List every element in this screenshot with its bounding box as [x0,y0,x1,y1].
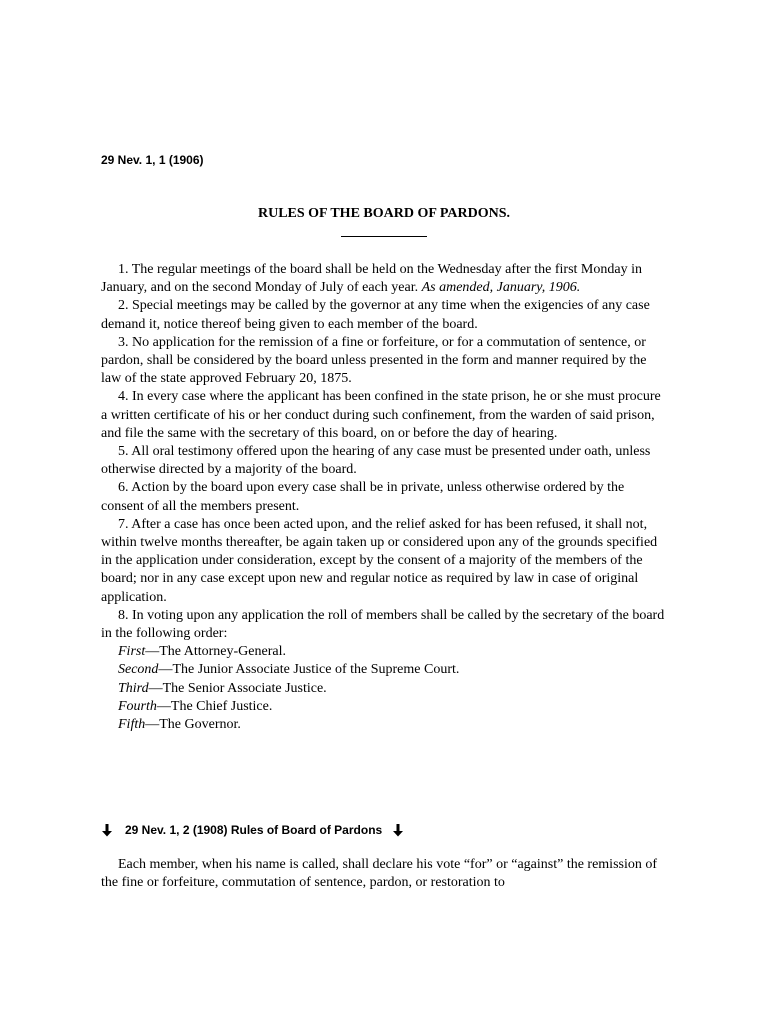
arrow-down-icon[interactable] [392,824,404,837]
title-block [101,205,667,237]
rule-4: 4. In every case where the applicant has been confined in the state prison, he or she must procure a written certificate of his or her conduct during such confinement, from the warden of said prison, and file the same with the secretary of this board, on or before the day of hearing. [101,389,661,441]
next-section-paragraph: Each member, when his name is called, shall declare his vote “for” or “against” the remission of the fine or forfeiture, commutation of sentence, pardon, or restoration to [101,857,658,891]
rules-list [101,261,667,734]
voting-order-item-1 [101,643,667,661]
voting-office: —The Attorney-General. [145,644,286,660]
next-section-body [101,856,667,892]
voting-ordinal: Third [118,680,149,696]
rule-1-amendment-note: As amended, January, 1906. [421,280,581,296]
document-title: RULES OF THE BOARD OF PARDONS. [257,206,511,221]
next-section-heading [101,823,404,837]
rule-5: 5. All oral testimony offered upon the hearing of any case must be presented under oath, unless otherwise directed by a majority of the board. [101,444,651,478]
voting-office: —The Junior Associate Justice of the Supreme Court. [158,662,460,678]
rule-6: 6. Action by the board upon every case shall be in private, unless otherwise ordered by the consent of all the members present. [101,480,625,514]
voting-order-item-4 [101,698,667,716]
voting-order-item-5 [101,716,667,734]
rule-8: 8. In voting upon any application the roll of members shall be called by the secretary of the board in the following order: [101,607,665,642]
rule-1 [101,261,667,297]
voting-ordinal: First [118,644,146,660]
arrow-down-icon[interactable] [101,824,113,837]
rule-7: 7. After a case has once been acted upon, and the relief asked for has been refused, it shall not, within twelve months thereafter, be again taken up or considered upon any of the grounds specified in the application under consideration, except by the consent of a majority of the members of the board; nor in any case except upon new and regular notice as required by law in case of original application. [101,516,658,605]
voting-ordinal: Fourth [118,698,157,714]
title-underline-divider [341,227,427,237]
rule-1-text: 1. The regular meetings of the board shall be held on the Wednesday after the first Monday in January, and on the second Monday of July of each year. [101,262,642,296]
next-section-heading-label: 29 Nev. 1, 2 (1908) Rules of Board of Pardons [125,823,383,837]
rule-2: 2. Special meetings may be called by the governor at any time when the exigencies of any case demand it, notice thereof being given to each member of the board. [101,298,650,332]
rule-3: 3. No application for the remission of a fine or forfeiture, or for a commutation of sentence, or pardon, shall be considered by the board unless presented in the form and manner required by the law of the state approved February 20, 1875. [101,334,647,387]
page-citation: 29 Nev. 1, 1 (1906) [101,153,204,167]
voting-ordinal: Fifth [118,717,146,733]
voting-ordinal: Second [118,662,159,678]
voting-order-item-3 [101,680,667,698]
voting-order-item-2 [101,661,667,679]
voting-office: —The Governor. [145,717,241,733]
voting-office: —The Senior Associate Justice. [148,680,327,696]
voting-office: —The Chief Justice. [156,698,273,714]
